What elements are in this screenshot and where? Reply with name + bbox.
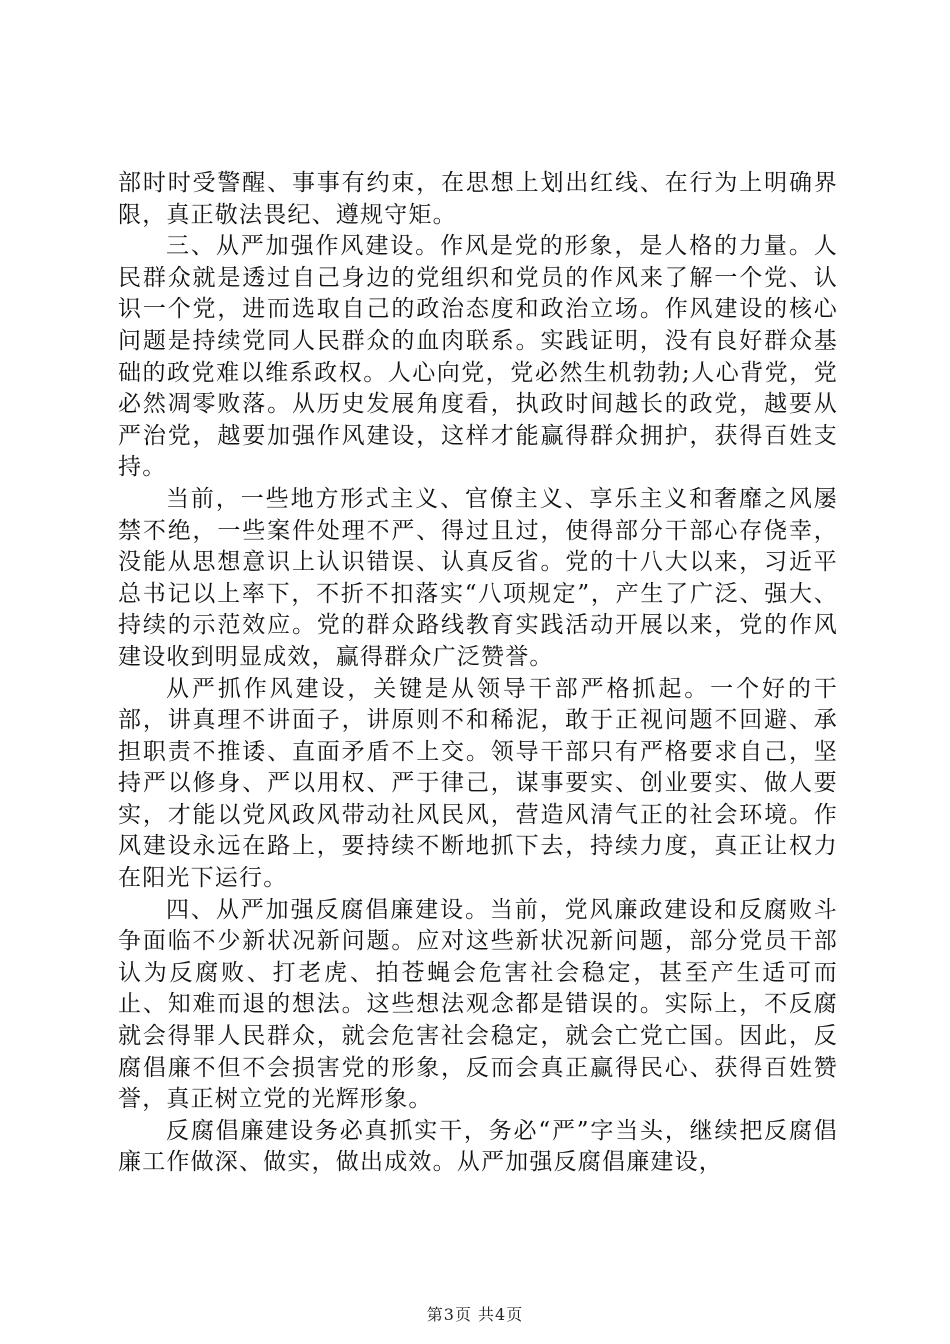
paragraph-continuation: 部时时受警醒、事事有约束，在思想上划出红线、在行为上明确界限，真正敬法畏纪、遵规守矩。 (118, 170, 838, 228)
paragraph-anti-corruption: 反腐倡廉建设务必真抓实干，务必“严”字当头，继续把反腐倡廉工作做深、做实，做出成效。从严加强反腐倡廉建设， (118, 1117, 838, 1176)
page-footer: 第3页 共4页 (426, 1305, 524, 1324)
paragraph-section-three: 三、从严加强作风建设。作风是党的形象，是人格的力量。人民群众就是透过自己身边的党组织和党员的作风来了解一个党、认识一个党，进而选取自己的政治态度和政治立场。作风建设的核心问题是持续党同人民群众的血肉联系。实践证明，没有良好群众基础的政党难以维系政权。人心向党，党必然生机勃勃;人心背党，党必然凋零败落。从历史发展角度看，执政时间越长的政党，越要从严治党，越要加强作风建设，这样才能赢得群众拥护，获得百姓支持。 (118, 233, 838, 481)
paragraph-current-situation: 当前，一些地方形式主义、官僚主义、享乐主义和奢靡之风屡禁不绝，一些案件处理不严、得过且过，使得部分干部心存侥幸，没能从思想意识上认识错误、认真反省。党的十八大以来，习近平总书记以上率下，不折不扣落实“八项规定”，产生了广泛、强大、持续的示范效应。党的群众路线教育实践活动开展以来，党的作风建设收到明显成效，赢得群众广泛赞誉。 (118, 485, 838, 670)
paragraph-section-four: 四、从严加强反腐倡廉建设。当前，党风廉政建设和反腐败斗争面临不少新状况新问题。应对这些新状况新问题，部分党员干部认为反腐败、打老虎、拍苍蝇会危害社会稳定，甚至产生适可而止、知难而退的想法。这些想法观念都是错误的。实际上，不反腐就会得罪人民群众，就会危害社会稳定，就会亡党亡国。因此，反腐倡廉不但不会损害党的形象，反而会真正赢得民心、获得百姓赞誉，真正树立党的光辉形象。 (118, 896, 838, 1113)
paragraph-leadership: 从严抓作风建设，关键是从领导干部严格抓起。一个好的干部，讲真理不讲面子，讲原则不和稀泥，敢于正视问题不回避、承担职责不推诿、直面矛盾不上交。领导干部只有严格要求自己，坚持严以修身、严以用权、严于律己，谋事要实、创业要实、做人要实，才能以党风政风带动社风民风，营造风清气正的社会环境。作风建设永远在路上，要持续不断地抓下去，持续力度，真正让权力在阳光下运行。 (118, 675, 838, 892)
body-text (118, 168, 838, 1179)
